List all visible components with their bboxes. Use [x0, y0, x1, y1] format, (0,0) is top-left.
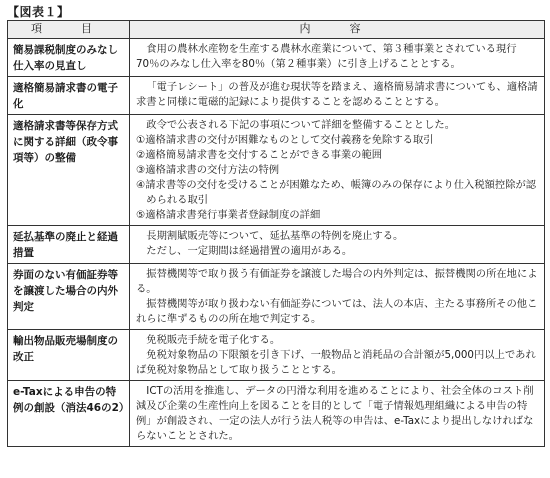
content-list-item: ⑤適格請求書発行事業者登録制度の詳細 [136, 209, 321, 221]
row-content [130, 330, 545, 381]
content-paragraph: 政令で公表される下記の事項について詳細を整備することとした。 [146, 119, 455, 131]
content-paragraph: 振替機関等が取り扱わない有価証券については、法人の本店、主たる事務所その他これらに準ずるものの所在地で判定する。 [136, 298, 538, 325]
table-row [8, 39, 545, 77]
table-header-row [8, 21, 545, 39]
content-paragraph: ただし、一定期間は経過措置の適用がある。 [146, 245, 353, 257]
row-item-label: 券面のない有価証券等を譲渡した場合の内外判定 [8, 264, 130, 330]
table-row [8, 115, 545, 226]
content-list-item: ①適格請求書の交付が困難なものとして交付義務を免除する取引 [136, 134, 434, 146]
table-row [8, 226, 545, 264]
row-content [130, 381, 545, 447]
row-content [130, 115, 545, 226]
content-list-item: ④請求書等の交付を受けることが困難なため、帳簿のみの保存により仕入税額控除が認められる取引 [136, 179, 537, 206]
content-paragraph: 免税販売手続を電子化する。 [146, 334, 281, 346]
table-row [8, 330, 545, 381]
content-paragraph: 長期割賦販売等について、延払基準の特例を廃止する。 [146, 230, 404, 242]
table-row [8, 264, 545, 330]
row-item-label: 簡易課税制度のみなし仕入率の見直し [8, 39, 130, 77]
row-content [130, 226, 545, 264]
row-item-label: e-Taxによる申告の特例の創設（消法46の2） [8, 381, 130, 447]
row-item-label: 延払基準の廃止と経過措置 [8, 226, 130, 264]
summary-table [7, 20, 545, 447]
row-content [130, 39, 545, 77]
content-paragraph: 振替機関等で取り扱う有価証券を譲渡した場合の内外判定は、振替機関の所在地による。 [136, 268, 538, 295]
content-paragraph: 「電子レシート」の普及が進む現状等を踏まえ、適格簡易請求書についても、適格請求書と同様に電磁的記録により提供することを認めることとする。 [136, 81, 538, 108]
table-row [8, 381, 545, 447]
row-content [130, 264, 545, 330]
table-row [8, 77, 545, 115]
content-list-item: ③適格請求書の交付方法の特例 [136, 164, 280, 176]
row-item-label: 適格請求書等保存方式に関する詳細（政令事項等）の整備 [8, 115, 130, 226]
content-list-item: ②適格簡易請求書を交付することができる事業の範囲 [136, 149, 383, 161]
row-item-label: 輸出物品販売場制度の改正 [8, 330, 130, 381]
content-paragraph: 免税対象物品の下限額を引き下げ、一般物品と消耗品の合計額が5,000円以上であれば免税対象物品として取り扱うこととする。 [136, 349, 536, 376]
content-paragraph: 食用の農林水産物を生産する農林水産業について、第３種事業とされている現行70％のみなし仕入率を80％（第２種事業）に引き上げることとする。 [136, 43, 517, 70]
content-paragraph: ICTの活用を推進し、データの円滑な利用を進めることにより、社会全体のコスト削減及び企業の生産性向上を図ることを目的として「電子情報処理組織による申告の特例」が創設され、一定の法人が行う法人税等の申告は、e-Taxにより提出しなければならないこととされた。 [136, 385, 534, 442]
column-header-item: 項 目 [8, 21, 130, 39]
row-item-label: 適格簡易請求書の電子化 [8, 77, 130, 115]
table-body [8, 39, 545, 447]
row-content [130, 77, 545, 115]
figure-label: 【図表１】 [7, 5, 70, 19]
column-header-content: 内 容 [130, 21, 545, 39]
